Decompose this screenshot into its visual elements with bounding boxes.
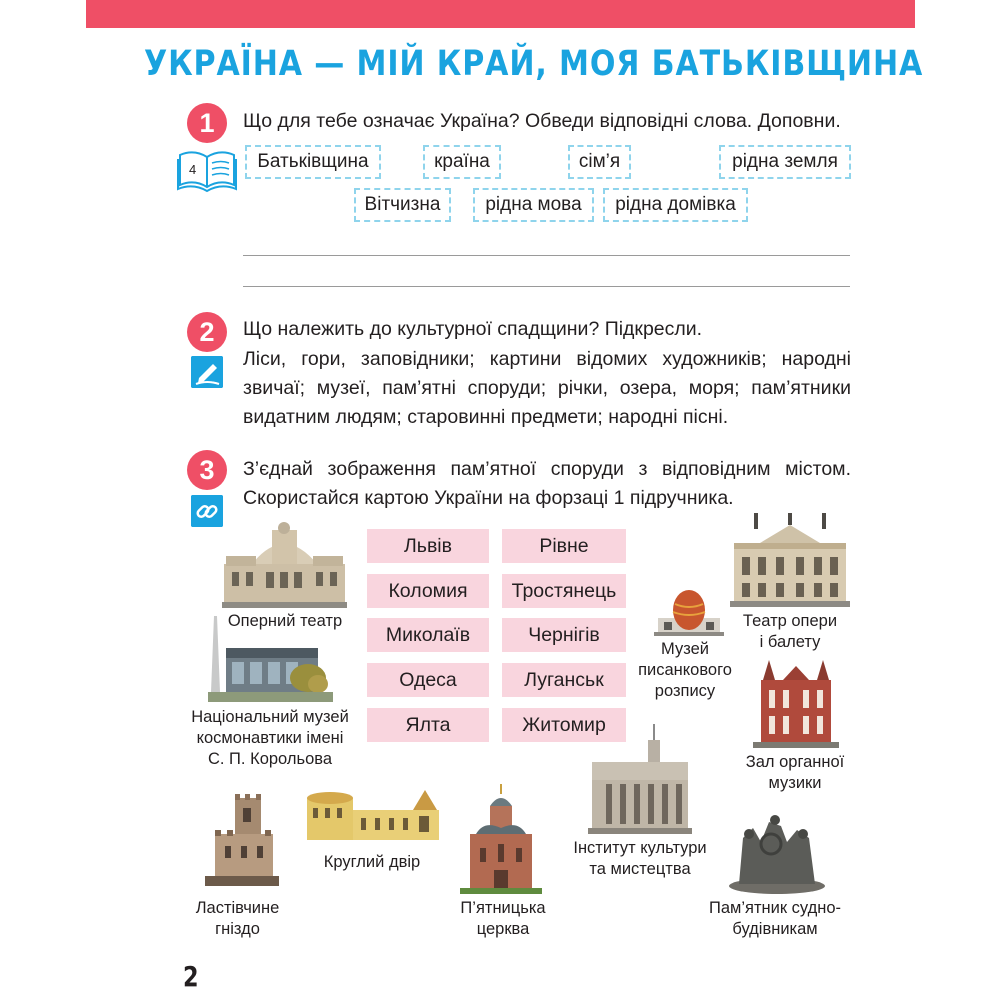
word-option[interactable]: рідна мова: [473, 188, 594, 222]
caption-pysanka-line: писанкового: [638, 661, 732, 679]
task-1-instruction: Що для тебе означає Україна? Обведи відповідні слова. Доповни.: [243, 110, 841, 132]
caption-opera-theatre: Оперний театр: [227, 612, 343, 630]
opera-theatre-image[interactable]: [222, 516, 347, 608]
book-icon-label: 4: [189, 162, 197, 177]
swallow-nest-image[interactable]: [205, 794, 279, 886]
city-label[interactable]: Коломия: [367, 574, 489, 608]
institute-culture-image[interactable]: [588, 724, 692, 834]
caption-lviv-opera-line: Театр опери: [742, 612, 838, 630]
caption-cosmonautics-line: космонавтики імені: [196, 729, 344, 747]
caption-institute-line: Інститут культури: [573, 839, 707, 857]
pencil-icon: [191, 356, 223, 388]
task-3-text-line: Скористайся картою України на форзаці 1 підручника.: [243, 487, 734, 509]
task-2-text-line: звичаї; музеї, пам’ятні споруди; річки, озера, моря; пам’ятники: [243, 377, 851, 399]
answer-line[interactable]: [243, 255, 850, 256]
city-label[interactable]: Чернігів: [502, 618, 626, 652]
caption-organ-hall-line: Зал органної: [745, 753, 845, 771]
caption-pysanka-line: Музей: [661, 640, 709, 658]
word-option[interactable]: рідна домівка: [603, 188, 748, 222]
word-option[interactable]: Вітчизна: [354, 188, 451, 222]
caption-swallow-nest-line: гніздо: [215, 920, 260, 938]
page-number: 2: [183, 960, 199, 993]
cosmonautics-museum-image[interactable]: [208, 616, 333, 702]
city-label[interactable]: Миколаїв: [367, 618, 489, 652]
city-label[interactable]: Рівне: [502, 529, 626, 563]
lviv-opera-image[interactable]: [730, 513, 850, 607]
word-option[interactable]: рідна земля: [719, 145, 851, 179]
caption-lviv-opera-line: і балету: [759, 633, 821, 651]
task-number-3: 3: [187, 450, 227, 490]
task-2-prompt: Що належить до культурної спадщини? Підкресли.: [243, 318, 703, 340]
caption-pyatnytska-line: церква: [476, 920, 530, 938]
page-title: УКРАЇНА — МІЙ КРАЙ, МОЯ БАТЬКІВЩИНА: [144, 44, 924, 84]
shipbuilders-monument-image[interactable]: [725, 808, 829, 894]
task-2-text-line: видатним людям; старовинні предмети; народні пісні.: [243, 406, 729, 428]
city-label[interactable]: Одеса: [367, 663, 489, 697]
city-label[interactable]: Луганськ: [502, 663, 626, 697]
book-icon: [176, 143, 238, 193]
caption-cosmonautics-line: Національний музей: [191, 708, 349, 726]
round-yard-image[interactable]: [305, 786, 439, 844]
caption-cosmonautics-line: С. П. Корольова: [207, 750, 333, 768]
caption-shipbuilders-line: Пам’ятник судно-: [708, 899, 842, 917]
organ-hall-image[interactable]: [753, 660, 839, 748]
pysanka-museum-image[interactable]: [654, 590, 724, 636]
task-2-text-line: Ліси, гори, заповідники; картини відомих художників; народні: [243, 348, 851, 370]
city-label[interactable]: Тростянець: [502, 574, 626, 608]
city-label[interactable]: Житомир: [502, 708, 626, 742]
caption-pysanka-line: розпису: [654, 682, 716, 700]
task-number-2: 2: [187, 312, 227, 352]
link-icon: [191, 495, 223, 527]
caption-organ-hall-line: музики: [768, 774, 822, 792]
caption-swallow-nest-line: Ластівчине: [195, 899, 280, 917]
caption-round-yard: Круглий двір: [323, 853, 421, 871]
top-color-band: [86, 0, 915, 28]
task-number-1: 1: [187, 103, 227, 143]
word-option[interactable]: Батьківщина: [245, 145, 381, 179]
city-label[interactable]: Львів: [367, 529, 489, 563]
city-label[interactable]: Ялта: [367, 708, 489, 742]
caption-pyatnytska-line: П’ятницька: [460, 899, 546, 917]
pyatnytska-church-image[interactable]: [460, 784, 542, 894]
caption-shipbuilders-line: будівникам: [732, 920, 818, 938]
task-3-text-line: З’єднай зображення пам’ятної споруди з відповідним містом.: [243, 458, 851, 480]
word-option[interactable]: країна: [423, 145, 501, 179]
answer-line[interactable]: [243, 286, 850, 287]
word-option[interactable]: сім’я: [568, 145, 631, 179]
caption-institute-line: та мистецтва: [589, 860, 691, 878]
